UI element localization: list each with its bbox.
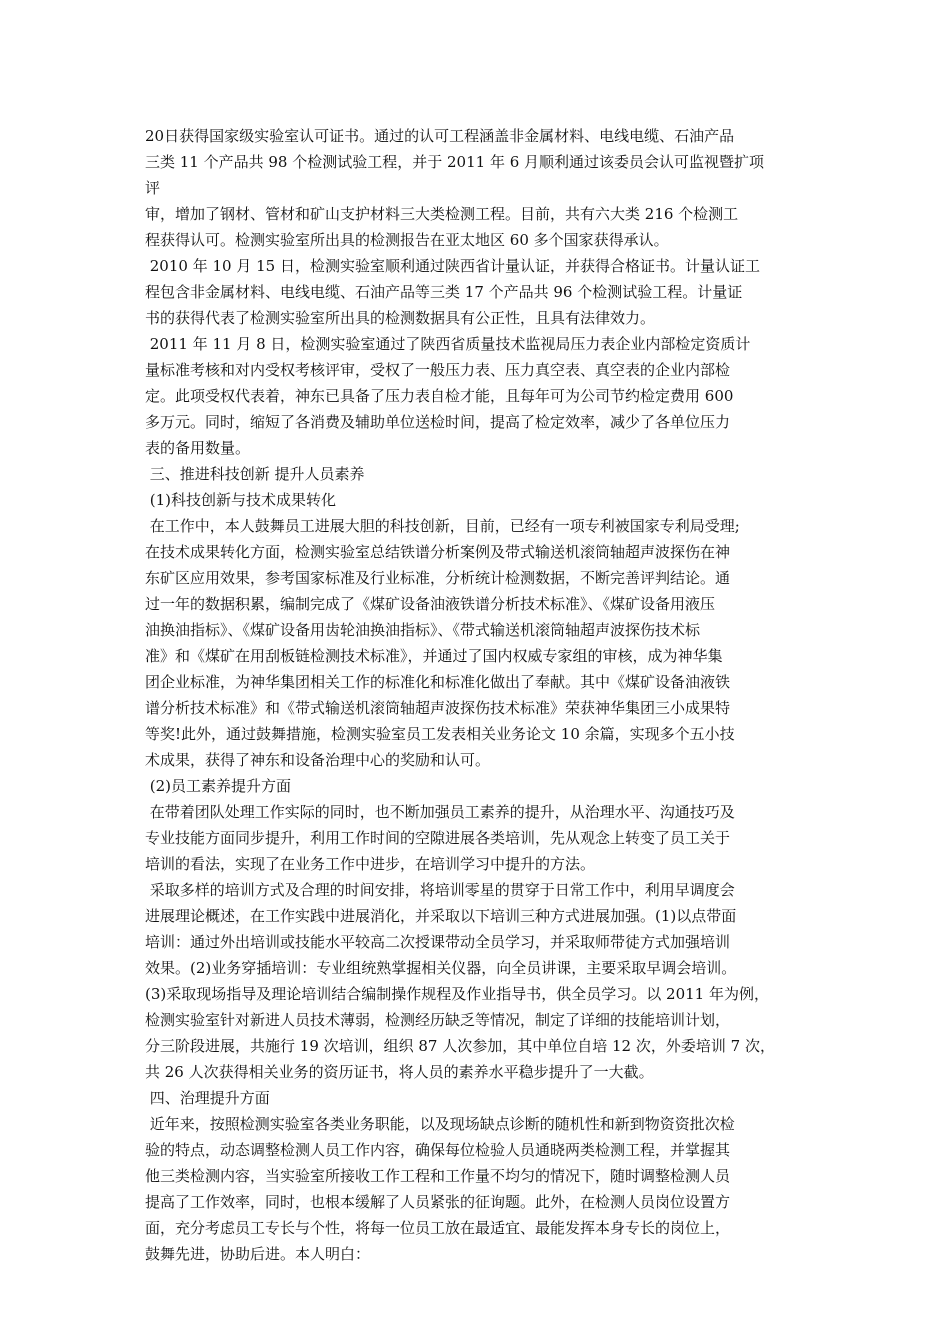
- text-line: 在带着团队处理工作实际的同时，也不断加强员工素养的提升，从治理水平、沟通技巧及: [145, 803, 735, 821]
- text-line: 等奖!此外，通过鼓舞措施，检测实验室员工发表相关业务论文 10 余篇，实现多个五小技: [145, 725, 735, 743]
- text-line: 检测实验室针对新进人员技术薄弱，检测经历缺乏等情况，制定了详细的技能培训计划，: [145, 1011, 731, 1029]
- text-line: 表的备用数量。: [145, 439, 251, 457]
- text-line: 提高了工作效率，同时，也根本缓解了人员紧张的征询题。此外，在检测人员岗位设置方: [145, 1193, 731, 1211]
- text-line: 进展理论概述，在工作实践中进展消化，并采取以下培训三种方式进展加强。(1)以点带面: [145, 907, 737, 925]
- text-line: 程包含非金属材料、电线电缆、石油产品等三类 17 个产品共 96 个检测试验工程。计量证: [145, 283, 743, 301]
- text-line: 准》和《煤矿在用刮板链检测技术标准》，并通过了国内权威专家组的审核，成为神华集: [145, 647, 723, 665]
- text-line: 谱分析技术标准》和《带式输送机滚筒轴超声波探伤技术标准》荣获神华集团三小成果特: [145, 699, 731, 717]
- text-line: 过一年的数据积累，编制完成了《煤矿设备油液铁谱分析技术标准》、《煤矿设备用液压: [145, 595, 716, 613]
- text-line: 团企业标准，为神华集团相关工作的标准化和标准化做出了奉献。其中《煤矿设备油液铁: [145, 673, 731, 691]
- text-line: 近年来，按照检测实验室各类业务职能，以及现场缺点诊断的随机性和新到物资资批次检: [145, 1115, 735, 1133]
- text-line: 三类 11 个产品共 98 个检测试验工程，并于 2011 年 6 月顺利通过该委员会认可监视暨扩项: [145, 153, 765, 171]
- text-line: (3)采取现场指导及理论培训结合编制操作规程及作业指导书，供全员学习。以 2011 年为例，: [145, 985, 769, 1003]
- text-line: 2010 年 10 月 15 日，检测实验室顺利通过陕西省计量认证，并获得合格证书。计量认证工: [145, 257, 760, 275]
- text-line: 多万元。同时，缩短了各消费及辅助单位送检时间，提高了检定效率，减少了各单位压力: [145, 413, 731, 431]
- text-line: 定。此项受权代表着，神东已具备了压力表自检才能，且每年可为公司节约检定费用 600: [145, 387, 734, 405]
- text-line: (1)科技创新与技术成果转化: [145, 491, 337, 509]
- text-line: (2)员工素养提升方面: [145, 777, 292, 795]
- text-line: 量标准考核和对内受权考核评审，受权了一般压力表、压力真空表、真空表的企业内部检: [145, 361, 731, 379]
- text-line: 三、推进科技创新 提升人员素养: [145, 465, 365, 483]
- text-line: 审，增加了钢材、管材和矿山支护材料三大类检测工程。目前，共有六大类 216 个检测工: [145, 205, 739, 223]
- text-line: 面，充分考虑员工专长与个性，将每一位员工放在最适宜、最能发挥本身专长的岗位上，: [145, 1219, 731, 1237]
- text-line: 油换油指标》、《煤矿设备用齿轮油换油指标》、《带式输送机滚筒轴超声波探伤技术标: [145, 621, 701, 639]
- text-line: 四、治理提升方面: [145, 1089, 270, 1107]
- text-line: 2011 年 11 月 8 日，检测实验室通过了陕西省质量技术监视局压力表企业内部检定资质计: [145, 335, 751, 353]
- text-line: 在工作中，本人鼓舞员工进展大胆的科技创新，目前，已经有一项专利被国家专利局受理;: [145, 517, 740, 535]
- document-body: [145, 123, 805, 1267]
- text-line: 验的特点，动态调整检测人员工作内容，确保每位检验人员通晓两类检测工程，并掌握其: [145, 1141, 731, 1159]
- text-line: 他三类检测内容，当实验室所接收工作工程和工作量不均匀的情况下，随时调整检测人员: [145, 1167, 731, 1185]
- text-line: 书的获得代表了检测实验室所出具的检测数据具有公正性，且具有法律效力。: [145, 309, 656, 327]
- text-line: 术成果，获得了神东和设备治理中心的奖励和认可。: [145, 751, 491, 769]
- text-line: 东矿区应用效果，参考国家标准及行业标准，分析统计检测数据，不断完善评判结论。通: [145, 569, 731, 587]
- text-line: 培训：通过外出培训或技能水平较高二次授课带动全员学习，并采取师带徒方式加强培训: [145, 933, 731, 951]
- text-line: 在技术成果转化方面，检测实验室总结铁谱分析案例及带式输送机滚筒轴超声波探伤在神: [145, 543, 731, 561]
- text-line: 采取多样的培训方式及合理的时间安排，将培训零星的贯穿于日常工作中，利用早调度会: [145, 881, 735, 899]
- text-line: 培训的看法，实现了在业务工作中进步，在培训学习中提升的方法。: [145, 855, 596, 873]
- text-line: 20日获得国家级实验室认可证书。通过的认可工程涵盖非金属材料、电线电缆、石油产品: [145, 127, 735, 145]
- text-line: 评: [145, 179, 161, 197]
- text-line: 效果。(2)业务穿插培训：专业组统熟掌握相关仪器，向全员讲课，主要采取早调会培训。: [145, 959, 737, 977]
- text-line: 共 26 人次获得相关业务的资历证书，将人员的素养水平稳步提升了一大截。: [145, 1063, 654, 1081]
- text-line: 程获得认可。检测实验室所出具的检测报告在亚太地区 60 多个国家获得承认。: [145, 231, 669, 249]
- text-line: 专业技能方面同步提升，利用工作时间的空隙进展各类培训，先从观念上转变了员工关于: [145, 829, 731, 847]
- text-line: 分三阶段进展，共施行 19 次培训，组织 87 人次参加，其中单位自培 12 次，外委培训 7 次，: [145, 1037, 775, 1055]
- text-line: 鼓舞先进，协助后进。本人明白：: [145, 1245, 371, 1263]
